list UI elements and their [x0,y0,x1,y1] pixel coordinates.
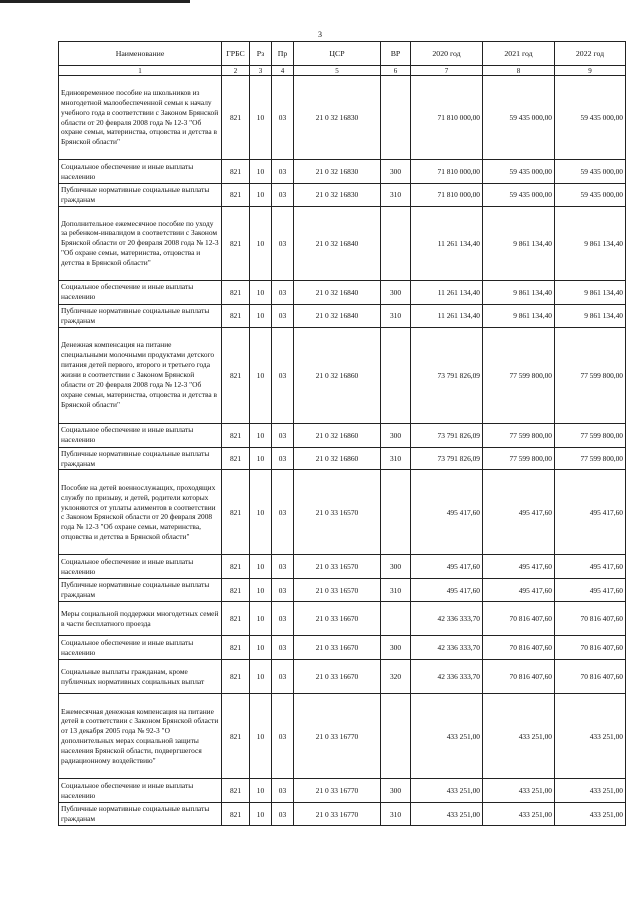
header-2022: 2022 год [555,42,626,66]
cell-csr: 21 0 32 16840 [294,206,381,280]
cell-pr: 03 [272,602,294,636]
cell-2021: 77 599 800,00 [483,423,555,447]
cell-2020: 11 261 134,40 [411,280,483,304]
cell-pr: 03 [272,327,294,423]
cell-2020: 73 791 826,09 [411,327,483,423]
cell-pr: 03 [272,694,294,779]
cell-pr: 03 [272,803,294,826]
cell-pr: 03 [272,660,294,694]
cell-vr: 300 [381,636,411,660]
column-number-row [59,66,626,76]
header-2020: 2020 год [411,42,483,66]
cell-pr: 03 [272,779,294,803]
cell-csr: 21 0 33 16670 [294,636,381,660]
cell-csr: 21 0 33 16770 [294,779,381,803]
cell-rz: 10 [250,602,272,636]
cell-name: Социальное обеспечение и иные выплаты населению [59,779,222,803]
header-csr: ЦСР [294,42,381,66]
cell-pr: 03 [272,579,294,602]
cell-csr: 21 0 33 16570 [294,579,381,602]
cell-rz: 10 [250,447,272,470]
cell-grbs: 821 [222,447,250,470]
cell-rz: 10 [250,636,272,660]
cell-2021: 433 251,00 [483,779,555,803]
table-row [59,660,626,694]
cell-2022: 59 435 000,00 [555,184,626,207]
column-number: 8 [483,66,555,76]
cell-2020: 433 251,00 [411,779,483,803]
cell-2020: 433 251,00 [411,694,483,779]
cell-pr: 03 [272,304,294,327]
column-number: 7 [411,66,483,76]
cell-rz: 10 [250,779,272,803]
table-row [59,579,626,602]
header-name: Наименование [59,42,222,66]
cell-pr: 03 [272,160,294,184]
page-number: 3 [318,30,322,39]
cell-name: Денежная компенсация на питание специальными молочными продуктами детского питания детей первого, второго и третьего года жизни в соответствии с Законом Брянской области от 20 февраля 2008 года № 12-3 "Об охране семьи, материнства, отцовства и детства в Брянской области" [59,327,222,423]
cell-vr: 320 [381,660,411,694]
cell-pr: 03 [272,447,294,470]
cell-vr [381,470,411,555]
cell-pr: 03 [272,636,294,660]
cell-2021: 70 816 407,60 [483,636,555,660]
table-row [59,470,626,555]
budget-table [58,41,626,826]
column-number: 2 [222,66,250,76]
cell-pr: 03 [272,184,294,207]
cell-2022: 433 251,00 [555,694,626,779]
cell-csr: 21 0 32 16840 [294,280,381,304]
cell-pr: 03 [272,423,294,447]
cell-pr: 03 [272,206,294,280]
cell-vr [381,206,411,280]
cell-name: Социальные выплаты гражданам, кроме публичных нормативных социальных выплат [59,660,222,694]
cell-name: Социальное обеспечение и иные выплаты населению [59,423,222,447]
cell-csr: 21 0 33 16670 [294,660,381,694]
cell-grbs: 821 [222,160,250,184]
cell-name: Публичные нормативные социальные выплаты гражданам [59,304,222,327]
cell-grbs: 821 [222,803,250,826]
cell-csr: 21 0 32 16860 [294,327,381,423]
cell-2022: 495 417,60 [555,470,626,555]
table-row [59,555,626,579]
cell-2022: 9 861 134,40 [555,206,626,280]
cell-2022: 59 435 000,00 [555,160,626,184]
cell-rz: 10 [250,470,272,555]
cell-2020: 11 261 134,40 [411,206,483,280]
table-row [59,76,626,160]
cell-pr: 03 [272,470,294,555]
cell-2020: 42 336 333,70 [411,602,483,636]
header-2021: 2021 год [483,42,555,66]
cell-2022: 70 816 407,60 [555,660,626,694]
cell-2022: 9 861 134,40 [555,280,626,304]
cell-rz: 10 [250,184,272,207]
cell-csr: 21 0 33 16570 [294,555,381,579]
header-rz: Рз [250,42,272,66]
cell-name: Единовременное пособие на школьников из многодетной малообеспеченной семьи к началу учебного года в соответствии с Законом Брянской области от 20 февраля 2008 года № 12-3 "Об охране семьи, материнства, отцовства и детства в Брянской области" [59,76,222,160]
cell-name: Ежемесячная денежная компенсация на питание детей в соответствии с Законом Брянской области от 13 декабря 2005 года № 92-3 "О дополнительных мерах социальной защиты населения Брянской области, подвергшегося радиационному воздействию" [59,694,222,779]
cell-grbs: 821 [222,602,250,636]
cell-2020: 71 810 000,00 [411,76,483,160]
cell-csr: 21 0 32 16830 [294,184,381,207]
cell-2021: 433 251,00 [483,694,555,779]
top-rule [0,0,190,3]
column-number: 3 [250,66,272,76]
table-row [59,779,626,803]
cell-grbs: 821 [222,636,250,660]
cell-2021: 433 251,00 [483,803,555,826]
cell-2021: 495 417,60 [483,555,555,579]
cell-rz: 10 [250,304,272,327]
cell-2022: 70 816 407,60 [555,636,626,660]
cell-vr: 310 [381,304,411,327]
cell-2020: 73 791 826,09 [411,423,483,447]
cell-pr: 03 [272,555,294,579]
cell-rz: 10 [250,280,272,304]
cell-2021: 495 417,60 [483,579,555,602]
cell-2020: 433 251,00 [411,803,483,826]
cell-vr: 310 [381,579,411,602]
cell-rz: 10 [250,327,272,423]
cell-grbs: 821 [222,779,250,803]
cell-grbs: 821 [222,327,250,423]
cell-grbs: 821 [222,660,250,694]
cell-grbs: 821 [222,76,250,160]
cell-vr: 300 [381,160,411,184]
cell-2022: 70 816 407,60 [555,602,626,636]
header-pr: Пр [272,42,294,66]
header-vr: ВР [381,42,411,66]
cell-name: Социальное обеспечение и иные выплаты населению [59,280,222,304]
cell-grbs: 821 [222,694,250,779]
cell-rz: 10 [250,423,272,447]
cell-grbs: 821 [222,423,250,447]
cell-name: Публичные нормативные социальные выплаты гражданам [59,447,222,470]
cell-rz: 10 [250,579,272,602]
cell-2021: 77 599 800,00 [483,447,555,470]
cell-csr: 21 0 32 16860 [294,423,381,447]
table-row [59,327,626,423]
cell-vr [381,694,411,779]
cell-2021: 59 435 000,00 [483,160,555,184]
column-number: 5 [294,66,381,76]
cell-2020: 71 810 000,00 [411,160,483,184]
cell-name: Социальное обеспечение и иные выплаты населению [59,555,222,579]
cell-vr [381,327,411,423]
cell-2020: 495 417,60 [411,555,483,579]
cell-name: Публичные нормативные социальные выплаты гражданам [59,803,222,826]
cell-2021: 9 861 134,40 [483,206,555,280]
cell-2022: 495 417,60 [555,555,626,579]
cell-name: Меры социальной поддержки многодетных семей в части бесплатного проезда [59,602,222,636]
cell-name: Публичные нормативные социальные выплаты гражданам [59,184,222,207]
cell-grbs: 821 [222,184,250,207]
cell-2022: 9 861 134,40 [555,304,626,327]
cell-csr: 21 0 32 16860 [294,447,381,470]
cell-name: Пособие на детей военнослужащих, проходящих службу по призыву, и детей, родители которых уклоняются от уплаты алиментов в соответствии с Законом Брянской области от 20 февраля 2008 года № 12-3 "Об охране семьи, материнства, отцовства и детства в Брянской области" [59,470,222,555]
cell-rz: 10 [250,694,272,779]
cell-csr: 21 0 33 16770 [294,803,381,826]
cell-name: Дополнительное ежемесячное пособие по уходу за ребенком-инвалидом в соответствии с Законом Брянской области от 20 февраля 2008 года № 12-3 "Об охране семьи, материнства, отцовства и детства в Брянской области" [59,206,222,280]
cell-2021: 9 861 134,40 [483,304,555,327]
cell-pr: 03 [272,280,294,304]
cell-2020: 495 417,60 [411,470,483,555]
cell-vr: 310 [381,184,411,207]
table-row [59,602,626,636]
cell-vr: 300 [381,280,411,304]
cell-2021: 77 599 800,00 [483,327,555,423]
cell-2022: 77 599 800,00 [555,327,626,423]
column-number: 6 [381,66,411,76]
cell-vr: 300 [381,779,411,803]
cell-2020: 42 336 333,70 [411,636,483,660]
cell-vr: 300 [381,555,411,579]
column-number: 1 [59,66,222,76]
cell-rz: 10 [250,160,272,184]
table-row [59,694,626,779]
cell-csr: 21 0 32 16840 [294,304,381,327]
cell-pr: 03 [272,76,294,160]
cell-2022: 433 251,00 [555,803,626,826]
column-number: 9 [555,66,626,76]
table-row [59,423,626,447]
column-number: 4 [272,66,294,76]
cell-2021: 70 816 407,60 [483,660,555,694]
cell-rz: 10 [250,660,272,694]
cell-vr [381,76,411,160]
cell-vr: 310 [381,447,411,470]
cell-grbs: 821 [222,206,250,280]
table-row [59,160,626,184]
cell-rz: 10 [250,803,272,826]
cell-2020: 42 336 333,70 [411,660,483,694]
cell-2022: 433 251,00 [555,779,626,803]
cell-grbs: 821 [222,555,250,579]
table-row [59,636,626,660]
cell-2021: 495 417,60 [483,470,555,555]
cell-name: Социальное обеспечение и иные выплаты населению [59,160,222,184]
cell-2021: 9 861 134,40 [483,280,555,304]
cell-grbs: 821 [222,579,250,602]
cell-2020: 11 261 134,40 [411,304,483,327]
table-row [59,304,626,327]
cell-2022: 59 435 000,00 [555,76,626,160]
table-row [59,184,626,207]
cell-vr [381,602,411,636]
cell-2022: 77 599 800,00 [555,423,626,447]
table-row [59,206,626,280]
cell-vr: 300 [381,423,411,447]
cell-csr: 21 0 33 16770 [294,694,381,779]
cell-2020: 73 791 826,09 [411,447,483,470]
cell-rz: 10 [250,76,272,160]
table-body [59,76,626,826]
cell-2020: 495 417,60 [411,579,483,602]
cell-rz: 10 [250,555,272,579]
cell-name: Социальное обеспечение и иные выплаты населению [59,636,222,660]
cell-2020: 71 810 000,00 [411,184,483,207]
header-row [59,42,626,66]
header-grbs: ГРБС [222,42,250,66]
table-row [59,280,626,304]
cell-csr: 21 0 33 16670 [294,602,381,636]
table-row [59,803,626,826]
cell-vr: 310 [381,803,411,826]
cell-2021: 59 435 000,00 [483,76,555,160]
cell-2022: 77 599 800,00 [555,447,626,470]
cell-grbs: 821 [222,304,250,327]
cell-grbs: 821 [222,280,250,304]
cell-2021: 59 435 000,00 [483,184,555,207]
cell-csr: 21 0 32 16830 [294,76,381,160]
cell-2021: 70 816 407,60 [483,602,555,636]
cell-csr: 21 0 33 16570 [294,470,381,555]
cell-2022: 495 417,60 [555,579,626,602]
cell-grbs: 821 [222,470,250,555]
cell-rz: 10 [250,206,272,280]
cell-csr: 21 0 32 16830 [294,160,381,184]
cell-name: Публичные нормативные социальные выплаты гражданам [59,579,222,602]
table-row [59,447,626,470]
